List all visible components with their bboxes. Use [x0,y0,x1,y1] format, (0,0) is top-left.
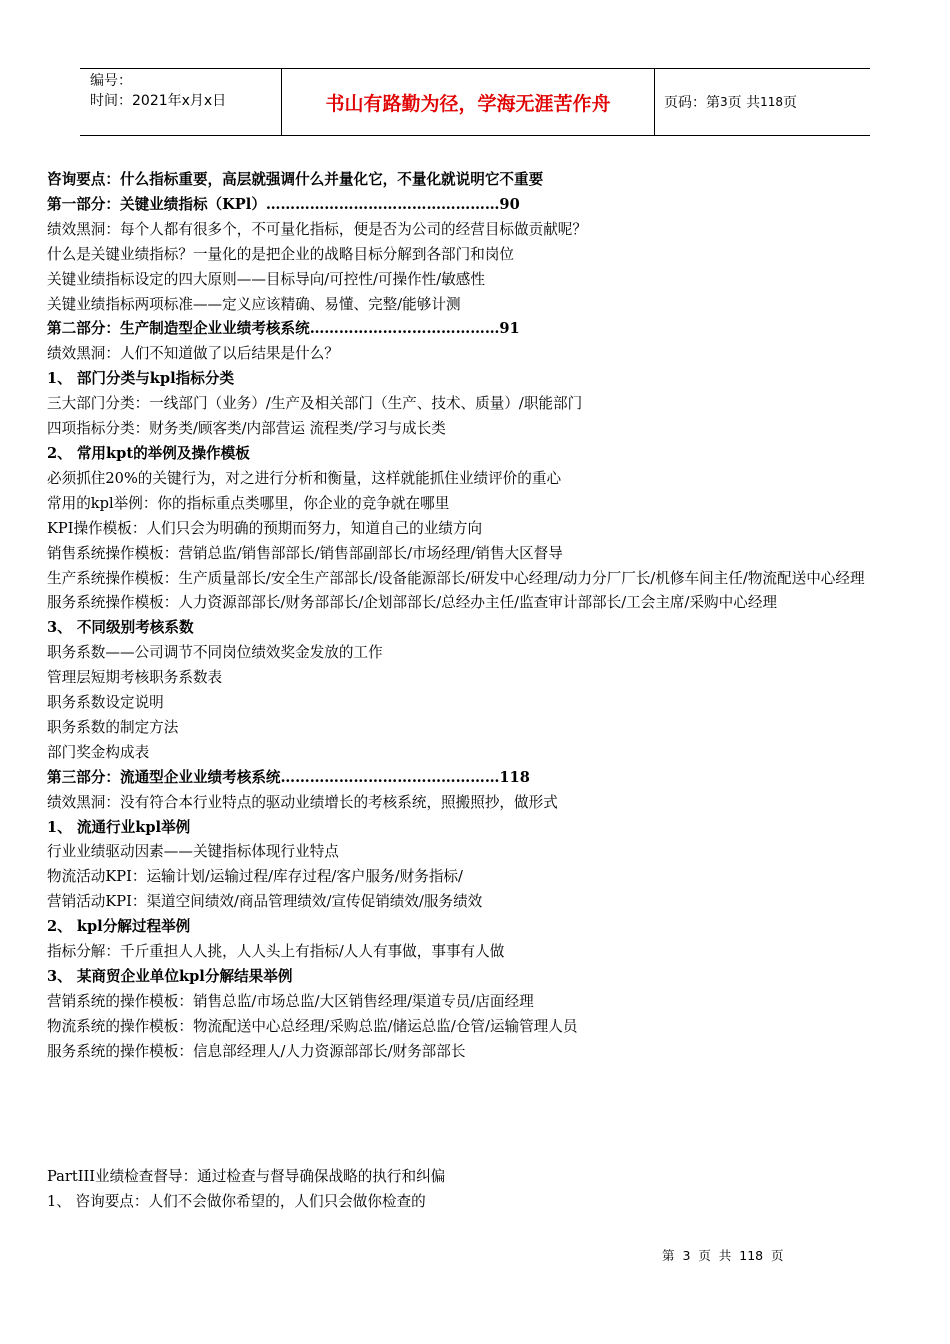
text-line: PartIII业绩检查督导：通过检查与督导确保战略的执行和纠偏 [47,1167,446,1185]
subsection-heading: 1、 流通行业kpl举例 [47,818,191,836]
text-line: 职务系数设定说明 [47,694,164,712]
header-divider [654,69,655,135]
subsection-heading: 3、 不同级别考核系数 [47,619,194,637]
text-line: 营销活动KPI：渠道空间绩效/商品管理绩效/宣传促销绩效/服务绩效 [47,893,483,911]
section-heading: 第二部分：生产制造型企业业绩考核系统…………………………………91 [47,320,520,338]
text-line: KPI操作模板：人们只会为明确的预期而努力，知道自己的业绩方向 [47,519,483,537]
page-prefix: 页码：第 [664,95,720,111]
text-line: 指标分解：千斤重担人人挑，人人头上有指标/人人有事做，事事有人做 [47,943,505,961]
page-suffix: 页 [783,95,797,111]
text-line: 营销系统的操作模板：销售总监/市场总监/大区销售经理/渠道专员/店面经理 [47,992,534,1010]
document-body [47,168,909,1214]
text-line: 生产系统操作模板：生产质量部长/安全生产部部长/设备能源部长/研发中心经理/动力分厂厂长/机修车间主任/物流配送中心经理 [47,569,865,587]
page-total: 118 [760,95,783,109]
section-heading: 第一部分：关键业绩指标（KPl）…………………………………………90 [47,195,520,213]
text-line: 服务系统的操作模板：信息部经理人/人力资源部部长/财务部部长 [47,1042,466,1060]
text-line: 关键业绩指标设定的四大原则——目标导向/可控性/可操作性/敏感性 [47,270,485,288]
page-header [80,68,870,136]
text-line: 绩效黑洞：人们不知道做了以后结果是什么？ [47,345,339,363]
text-line: 关键业绩指标两项标准——定义应该精确、易懂、完整/能够计测 [47,295,461,313]
header-info [90,71,282,111]
document-number-label: 编号： [90,73,132,89]
text-line: 物流系统的操作模板：物流配送中心总经理/采购总监/储运总监/仓管/运输管理人员 [47,1017,578,1035]
text-line: 服务系统操作模板：人力资源部部长/财务部部长/企划部部长/总经办主任/监查审计部部长/工会主席/采购中心经理 [47,594,778,612]
subsection-heading: 1、 部门分类与kpl指标分类 [47,370,235,388]
text-line: 三大部门分类：一线部门（业务）/生产及相关部门（生产、技术、质量）/职能部门 [47,395,583,413]
subsection-heading: 2、 常用kpt的举例及操作模板 [47,444,250,462]
page-mid: 页 共 [727,95,761,111]
page-number: 3 [720,95,728,109]
text-line: 行业业绩驱动因素——关键指标体现行业特点 [47,843,339,861]
spacer [47,1065,909,1165]
subsection-heading: 2、 kpl分解过程举例 [47,918,191,936]
header-motto: 书山有路勤为径，学海无涯苦作舟 [325,92,611,115]
text-line: 绩效黑洞：每个人都有很多个，不可量化指标，便是否为公司的经营目标做贡献呢？ [47,220,587,238]
text-line: 物流活动KPI：运输计划/运输过程/库存过程/客户服务/财务指标/ [47,868,463,886]
text-line: 部门奖金构成表 [47,743,150,761]
text-line: 绩效黑洞：没有符合本行业特点的驱动业绩增长的考核系统，照搬照抄，做形式 [47,793,558,811]
subsection-heading: 3、 某商贸企业单位kpl分解结果举例 [47,968,293,985]
text-line: 管理层短期考核职务系数表 [47,669,223,687]
text-line: 什么是关键业绩指标？一量化的是把企业的战略目标分解到各部门和岗位 [47,245,515,263]
text-line: 常用的kpl举例：你的指标重点类哪里，你企业的竞争就在哪里 [47,494,450,512]
text-line: 四项指标分类：财务类/顾客类/内部营运 流程类/学习与成长类 [47,420,446,438]
text-line: 1、 咨询要点：人们不会做你希望的，人们只会做你检查的 [47,1192,426,1210]
text-line: 职务系数的制定方法 [47,718,179,736]
text-line: 必须抓住20%的关键行为，对之进行分析和衡量，这样就能抓住业绩评价的重心 [47,469,562,487]
document-date: 时间：2021年x月x日 [90,93,227,109]
consult-point: 咨询要点：什么指标重要，高层就强调什么并量化它，不量化就说明它不重要 [47,171,544,188]
header-page-indicator [664,69,797,135]
section-heading: 第三部分：流通型企业业绩考核系统………………………………………118 [47,768,530,786]
text-line: 职务系数——公司调节不同岗位绩效奖金发放的工作 [47,644,383,662]
text-line: 销售系统操作模板：营销总监/销售部部长/销售部副部长/市场经理/销售大区督导 [47,544,563,562]
page-footer: 第 3 页 共 118 页 [662,1248,784,1263]
